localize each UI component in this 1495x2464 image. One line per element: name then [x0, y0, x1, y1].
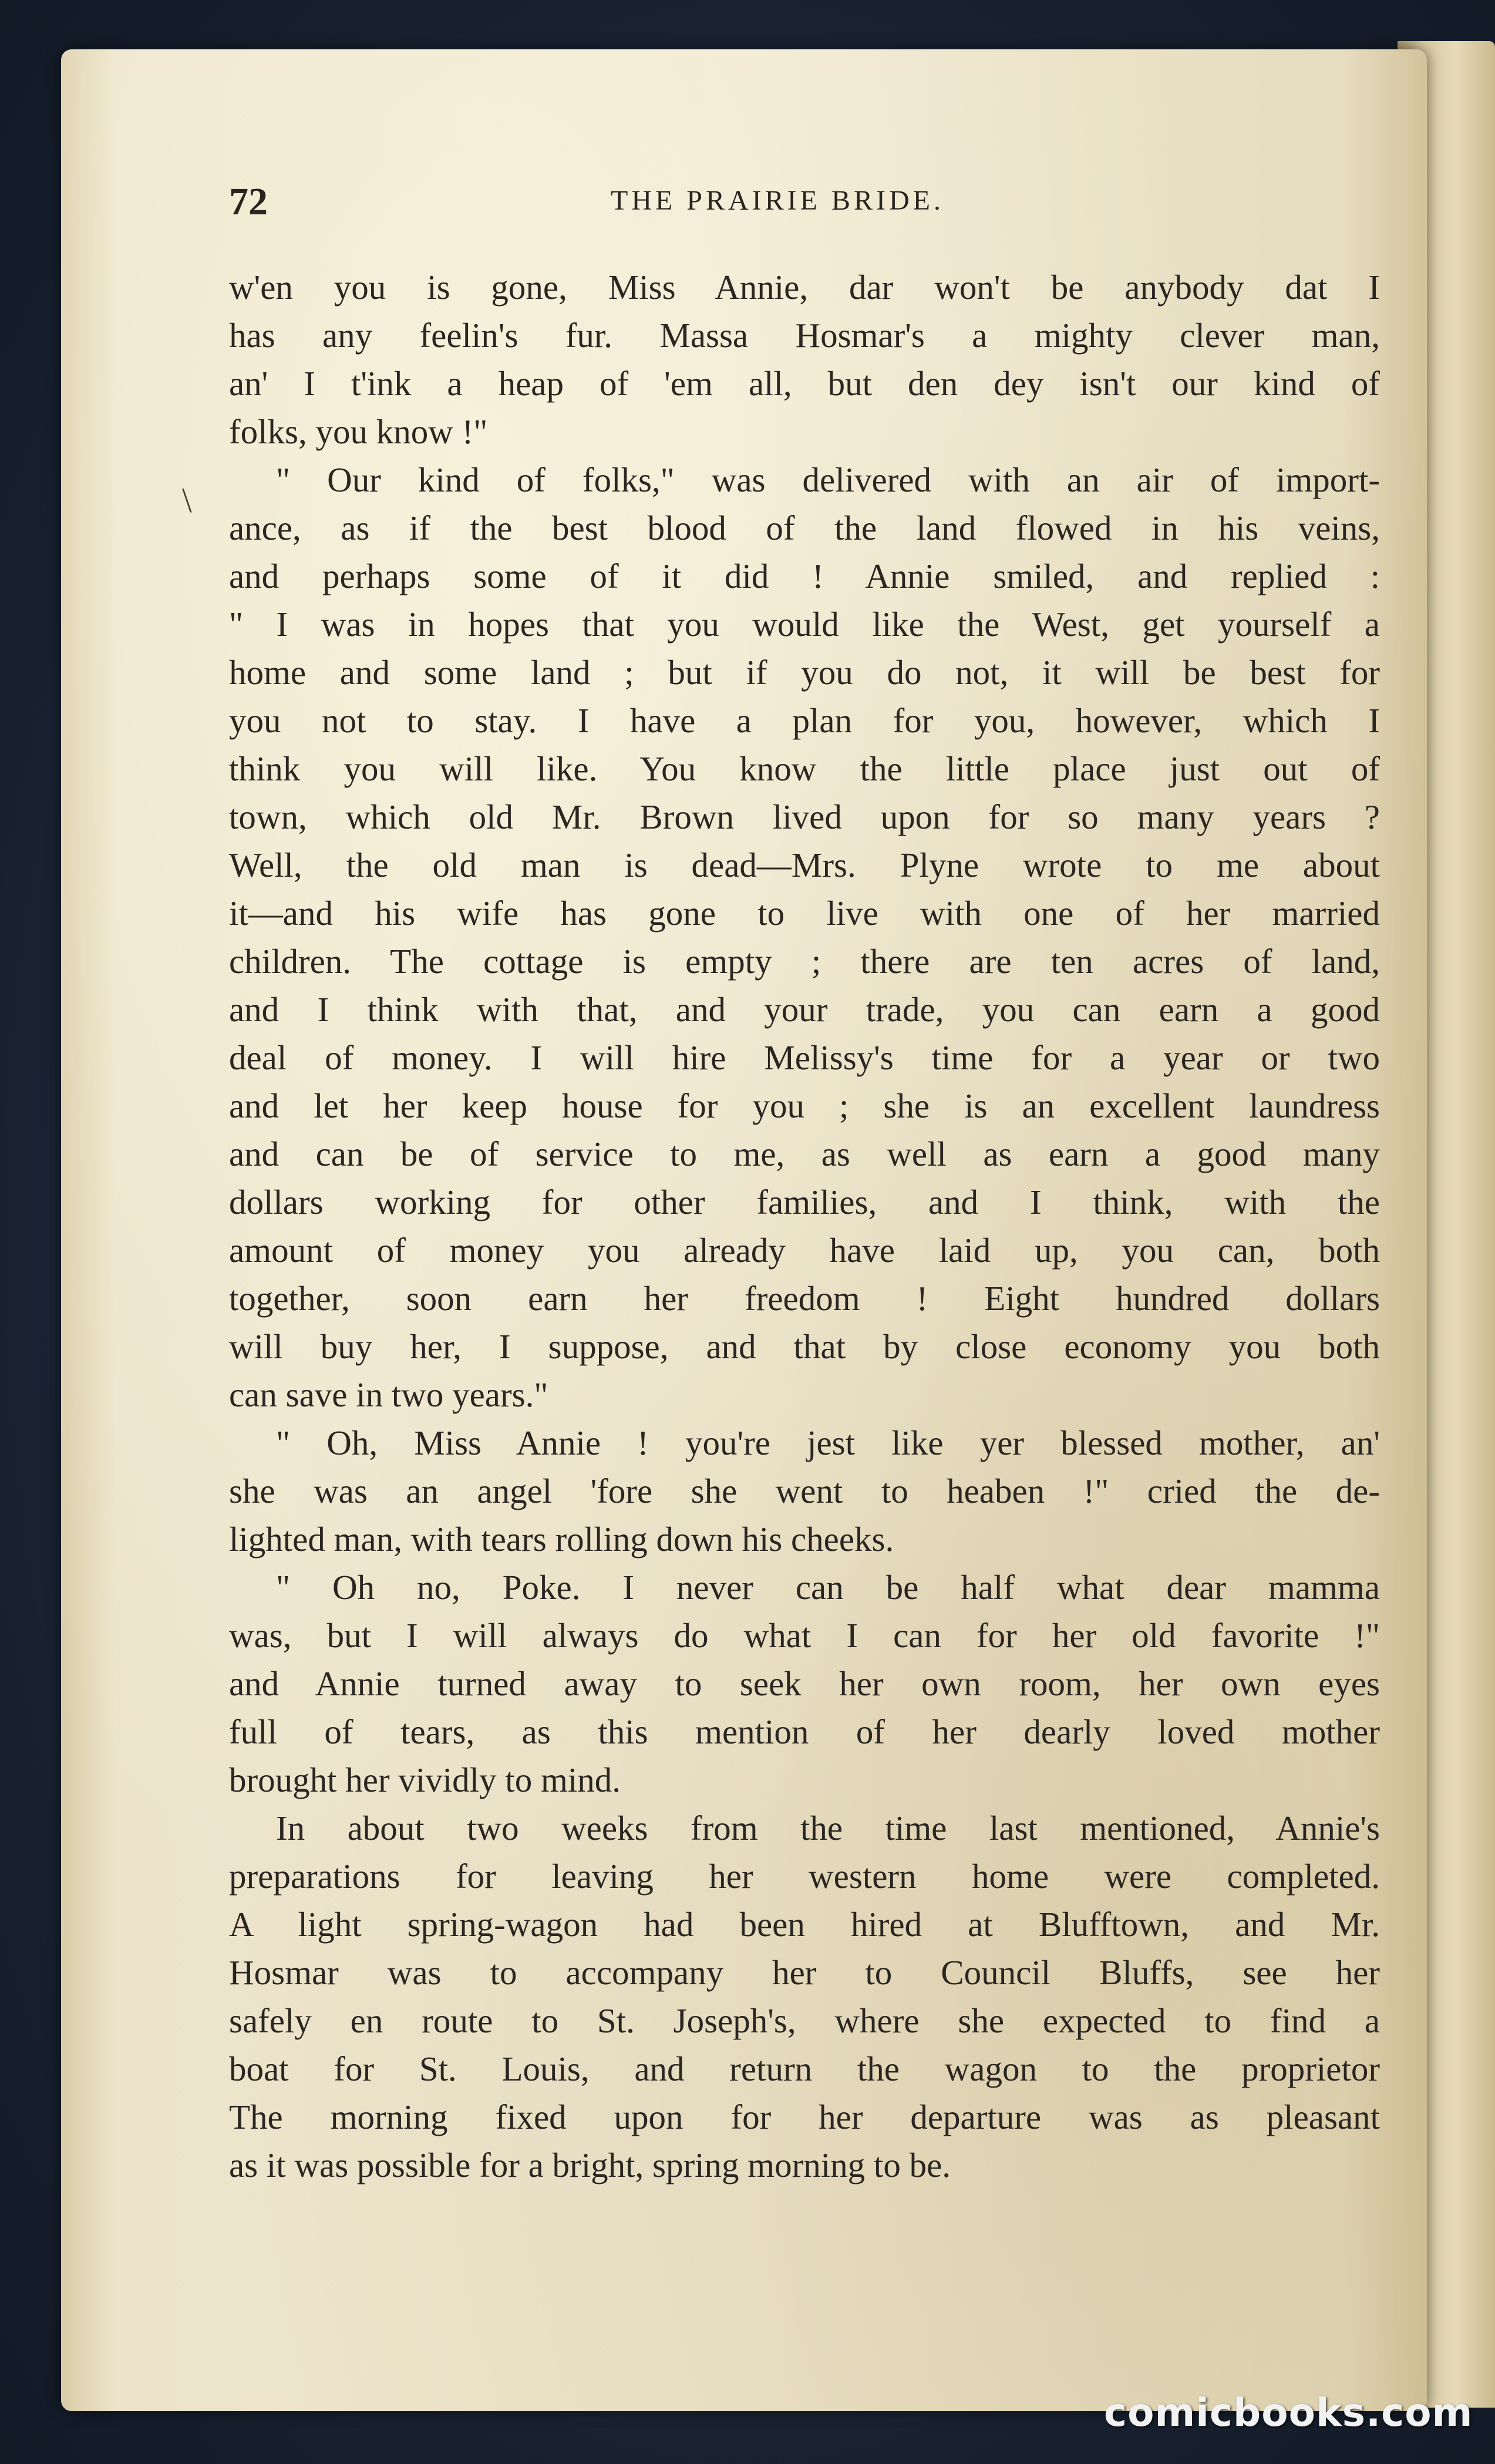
text-line: The morning fixed upon for her departure was as pleasant — [229, 2098, 1380, 2136]
text-line: Hosmar was to accompany her to Council Bluffs, see her — [229, 1953, 1380, 1992]
text-line: full of tears, as this mention of her dearly loved mother — [229, 1712, 1380, 1751]
text-line: will buy her, I suppose, and that by close economy you both — [229, 1327, 1380, 1366]
site-watermark: comicbooks.com — [1104, 2390, 1473, 2435]
text-line: In about two weeks from the time last mentioned, Annie's — [276, 1809, 1380, 1847]
text-line: lighted man, with tears rolling down his cheeks. — [229, 1520, 894, 1558]
margin-pencil-mark: \ — [182, 481, 192, 520]
text-line: an' I t'ink a heap of 'em all, but den dey isn't our kind of — [229, 364, 1380, 403]
text-line: as it was possible for a bright, spring morning to be. — [229, 2146, 951, 2184]
text-line: preparations for leaving her western home were completed. — [229, 1857, 1380, 1896]
text-line: home and some land ; but if you do not, it will be best for — [229, 653, 1380, 692]
text-line: can save in two years." — [229, 1375, 548, 1414]
text-line: dollars working for other families, and I think, with the — [229, 1183, 1380, 1221]
text-line: she was an angel 'fore she went to heaben !" cried the de- — [229, 1472, 1380, 1510]
text-line: and Annie turned away to seek her own room, her own eyes — [229, 1664, 1380, 1703]
text-line: and I think with that, and your trade, you can earn a good — [229, 990, 1380, 1029]
text-line: Well, the old man is dead—Mrs. Plyne wrote to me about — [229, 846, 1380, 884]
body-text — [229, 263, 1380, 2189]
text-line: A light spring-wagon had been hired at Blufftown, and Mr. — [229, 1905, 1380, 1944]
text-line: has any feelin's fur. Massa Hosmar's a mighty clever man, — [229, 316, 1380, 355]
text-line: think you will like. You know the little place just out of — [229, 749, 1380, 788]
text-line: ance, as if the best blood of the land flowed in his veins, — [229, 509, 1380, 547]
text-line: town, which old Mr. Brown lived upon for so many years ? — [229, 797, 1380, 836]
running-title: THE PRAIRIE BRIDE. — [611, 185, 944, 216]
running-head — [229, 180, 1403, 227]
text-line: w'en you is gone, Miss Annie, dar won't be anybody dat I — [229, 268, 1380, 307]
text-line: was, but I will always do what I can for her old favorite !" — [229, 1616, 1380, 1655]
text-line: amount of money you already have laid up, you can, both — [229, 1231, 1380, 1270]
text-line: " Oh no, Poke. I never can be half what dear mamma — [276, 1568, 1380, 1607]
text-line: " Oh, Miss Annie ! you're jest like yer blessed mother, an' — [276, 1423, 1380, 1462]
text-line: and let her keep house for you ; she is an excellent laundress — [229, 1086, 1380, 1125]
text-line: folks, you know !" — [229, 412, 488, 451]
text-line: " Our kind of folks," was delivered with an air of import- — [276, 460, 1380, 499]
text-line: safely en route to St. Joseph's, where she expected to find a — [229, 2001, 1380, 2040]
text-line: children. The cottage is empty ; there are ten acres of land, — [229, 942, 1380, 981]
text-line: " I was in hopes that you would like the West, get yourself a — [229, 605, 1380, 644]
text-line: together, soon earn her freedom ! Eight hundred dollars — [229, 1279, 1380, 1318]
page-number: 72 — [229, 180, 268, 223]
text-line: you not to stay. I have a plan for you, however, which I — [229, 701, 1380, 740]
text-line: boat for St. Louis, and return the wagon to the proprietor — [229, 2049, 1380, 2088]
text-line: and can be of service to me, as well as earn a good many — [229, 1135, 1380, 1173]
text-line: it—and his wife has gone to live with one of her married — [229, 894, 1380, 933]
text-line: deal of money. I will hire Melissy's time for a year or two — [229, 1038, 1380, 1077]
text-line: brought her vividly to mind. — [229, 1761, 621, 1799]
text-line: and perhaps some of it did ! Annie smiled, and replied : — [229, 557, 1380, 595]
